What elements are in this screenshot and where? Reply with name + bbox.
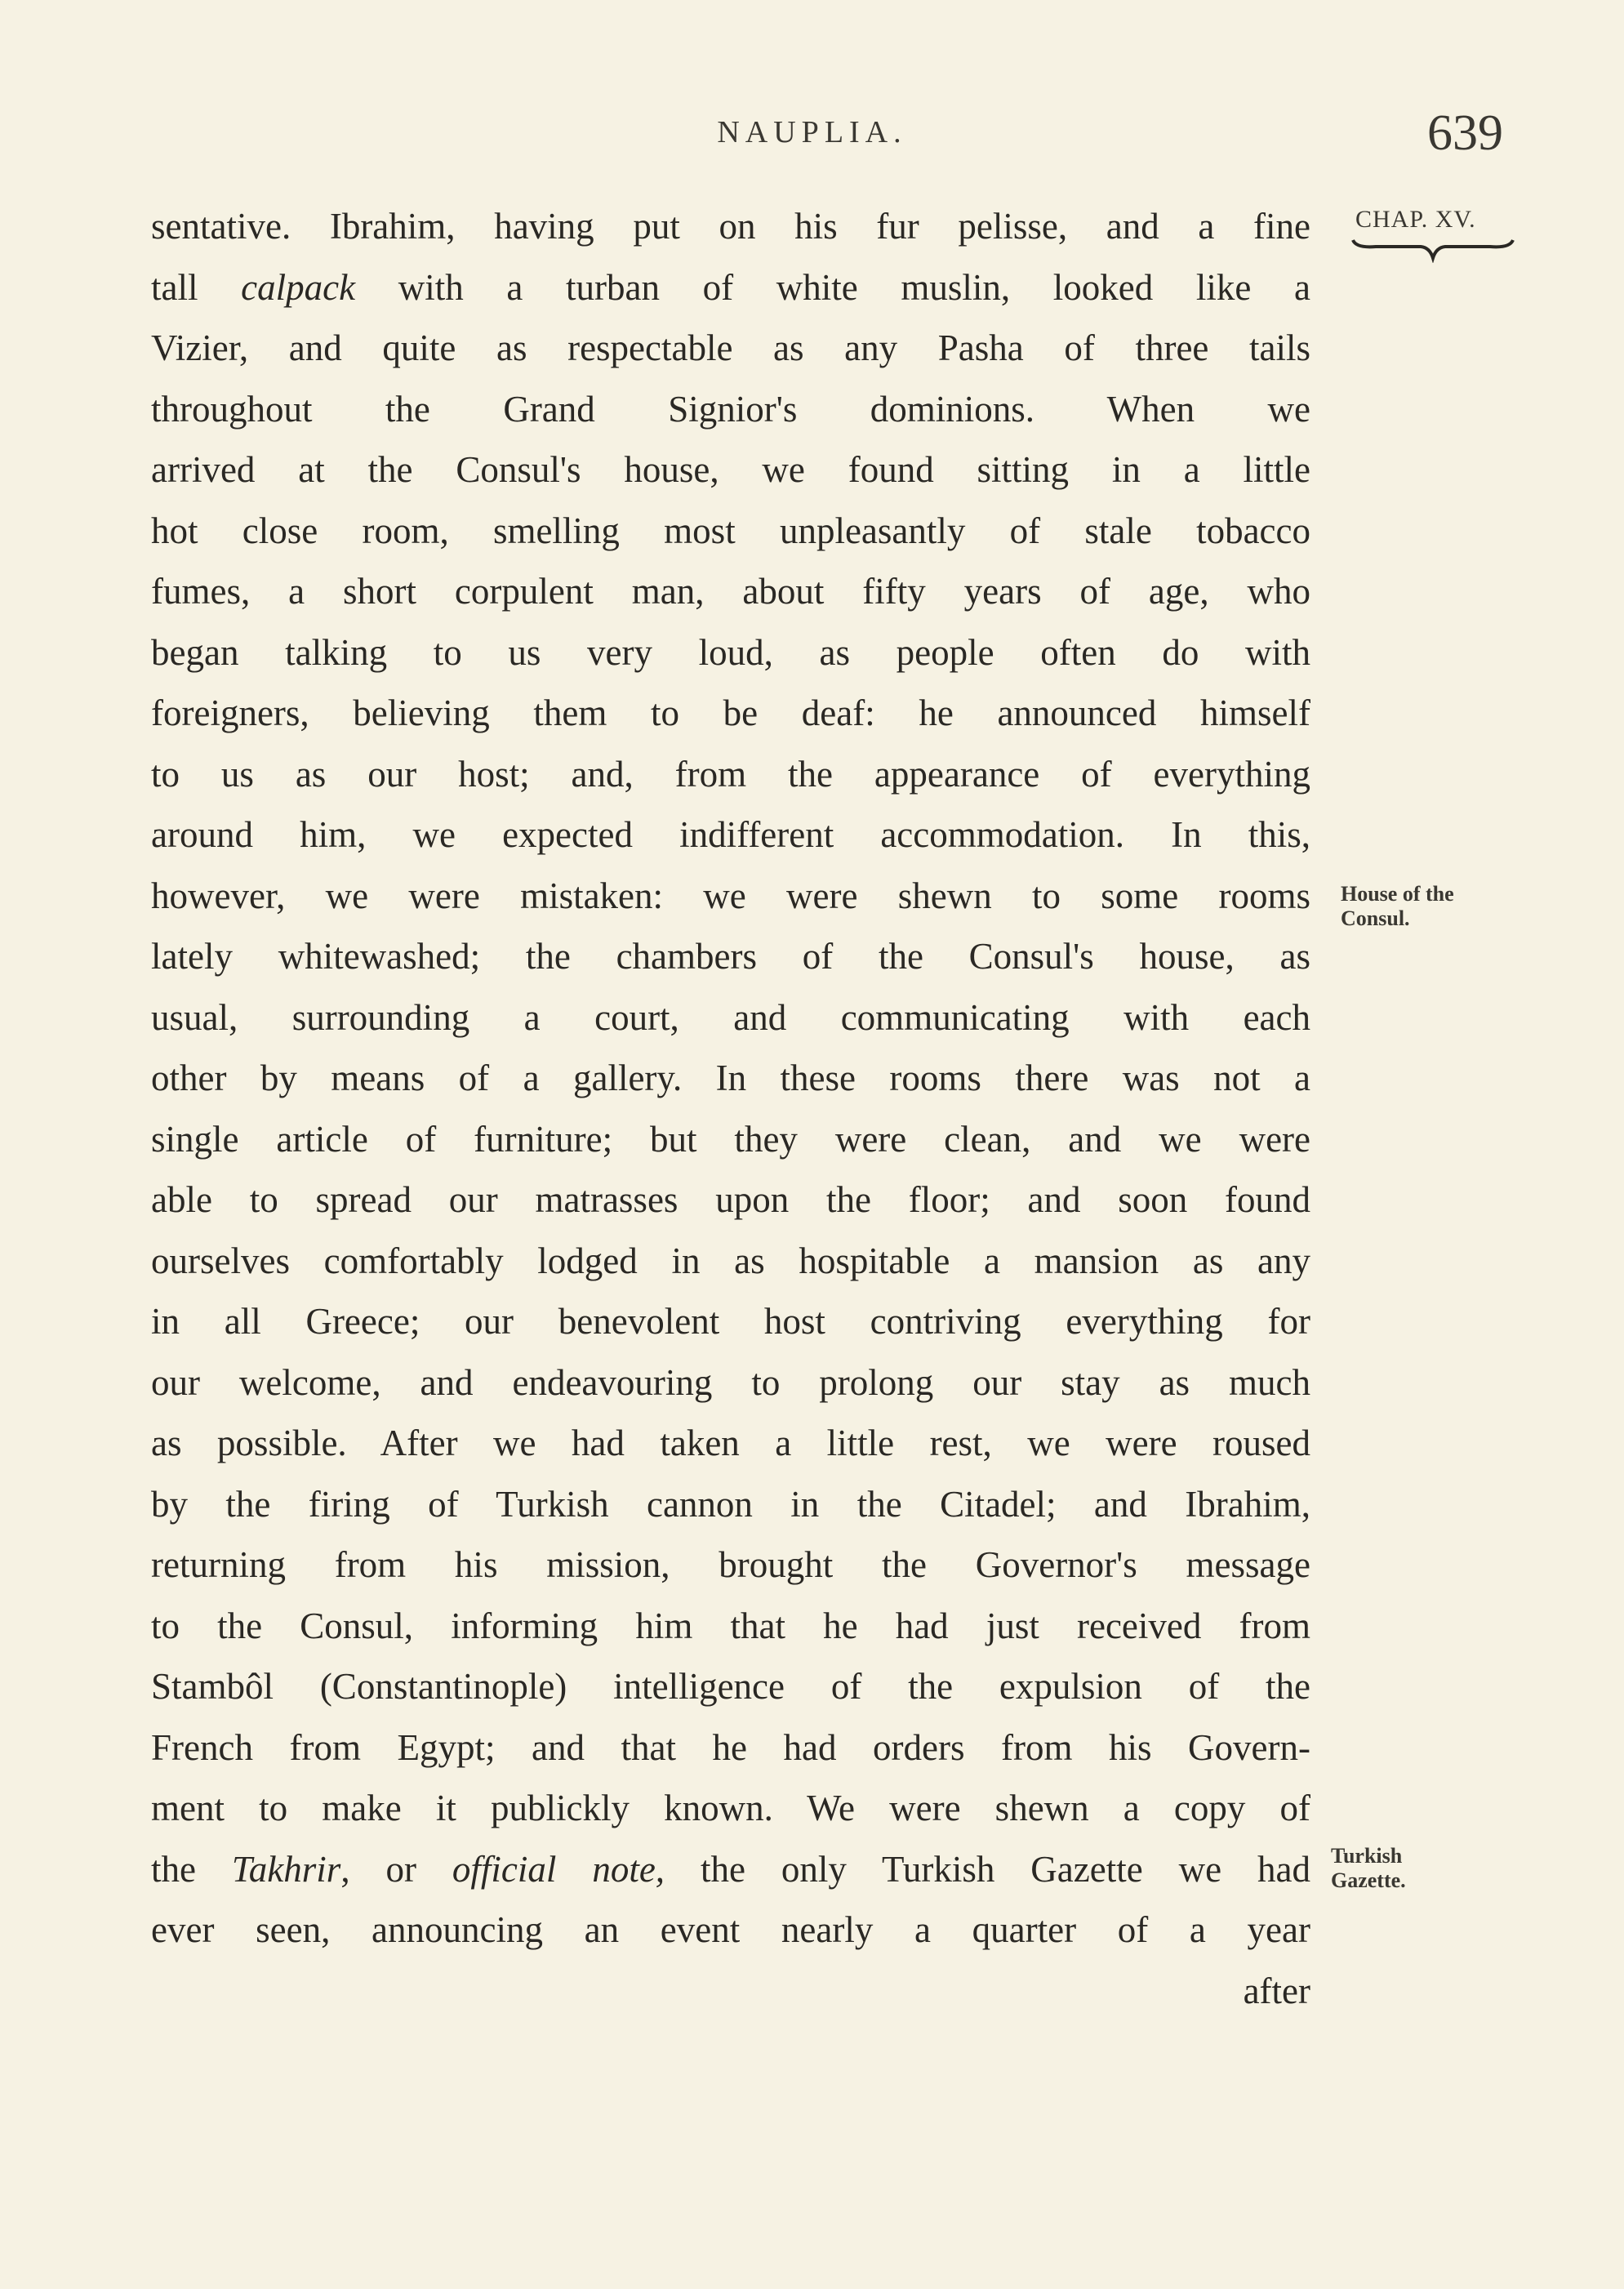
text-line: our welcome, and endeavouring to prolong our stay as much bbox=[151, 1361, 1310, 1403]
page-number: 639 bbox=[1427, 105, 1503, 161]
text-line: in all Greece; our benevolent host contriving everything for bbox=[151, 1301, 1310, 1342]
text-line: throughout the Grand Signior's dominions. When we bbox=[151, 388, 1310, 430]
running-head: NAUPLIA. bbox=[717, 115, 907, 149]
text-line: lately whitewashed; the chambers of the Consul's house, as bbox=[151, 936, 1310, 977]
text-line: around him, we expected indifferent accommodation. In this, bbox=[151, 814, 1310, 855]
text-line: hot close room, smelling most unpleasantly of stale tobacco bbox=[151, 510, 1310, 551]
margin-note-line: Turkish bbox=[1331, 1844, 1403, 1868]
text-line: foreigners, believing them to be deaf: he announced himself bbox=[151, 692, 1310, 733]
text-line: returning from his mission, brought the Governor's message bbox=[151, 1544, 1310, 1585]
text-line: as possible. After we had taken a little rest, we were roused bbox=[151, 1423, 1310, 1463]
text-line: usual, surrounding a court, and communicating with each bbox=[151, 996, 1310, 1038]
text-line: began talking to us very loud, as people often do with bbox=[151, 631, 1310, 673]
text-line: French from Egypt; and that he had orders from his Govern- bbox=[151, 1726, 1310, 1768]
text-line: the Takhrir, or official note, the only Turkish Gazette we had bbox=[151, 1848, 1310, 1890]
text-line: by the firing of Turkish cannon in the Citadel; and Ibrahim, bbox=[151, 1483, 1310, 1525]
text-line: however, we were mistaken: we were shewn to some rooms bbox=[151, 875, 1310, 916]
text-line: to the Consul, informing him that he had just received from bbox=[151, 1605, 1310, 1646]
text-line: tall calpack with a turban of white muslin, looked like a bbox=[151, 266, 1311, 308]
text-line: Vizier, and quite as respectable as any Pasha of three tails bbox=[151, 327, 1310, 368]
text-line: single article of furniture; but they were clean, and we were bbox=[151, 1118, 1310, 1160]
text-line: sentative. Ibrahim, having put on his fur pelisse, and a fine bbox=[151, 206, 1310, 247]
margin-note-line: Gazette. bbox=[1331, 1868, 1406, 1892]
text-line: fumes, a short corpulent man, about fifty years of age, who bbox=[151, 571, 1310, 612]
margin-note-line: House of the bbox=[1341, 882, 1454, 906]
text-line: ever seen, announcing an event nearly a quarter of a year bbox=[151, 1909, 1310, 1950]
text-line: ourselves comfortably lodged in as hospitable a mansion as any bbox=[151, 1240, 1310, 1281]
text-line: other by means of a gallery. In these rooms there was not a bbox=[151, 1058, 1310, 1098]
text-line: able to spread our matrasses upon the floor; and soon found bbox=[151, 1179, 1310, 1220]
text-line: arrived at the Consul's house, we found sitting in a little bbox=[151, 449, 1310, 490]
margin-note-gazette bbox=[1331, 1844, 1406, 1893]
text-line: Stambôl (Constantinople) intelligence of the expulsion of the bbox=[151, 1666, 1310, 1707]
chapter-label: CHAP. XV. bbox=[1355, 206, 1476, 233]
text-line: to us as our host; and, from the appearance of everything bbox=[151, 753, 1310, 795]
catchword: after bbox=[1243, 1970, 1310, 2011]
margin-note-house bbox=[1341, 882, 1454, 931]
text-line: ment to make it publickly known. We were shewn a copy of bbox=[151, 1788, 1310, 1828]
margin-note-line: Consul. bbox=[1341, 906, 1410, 930]
body-text bbox=[151, 196, 1310, 2021]
brace-ornament bbox=[1351, 238, 1515, 263]
